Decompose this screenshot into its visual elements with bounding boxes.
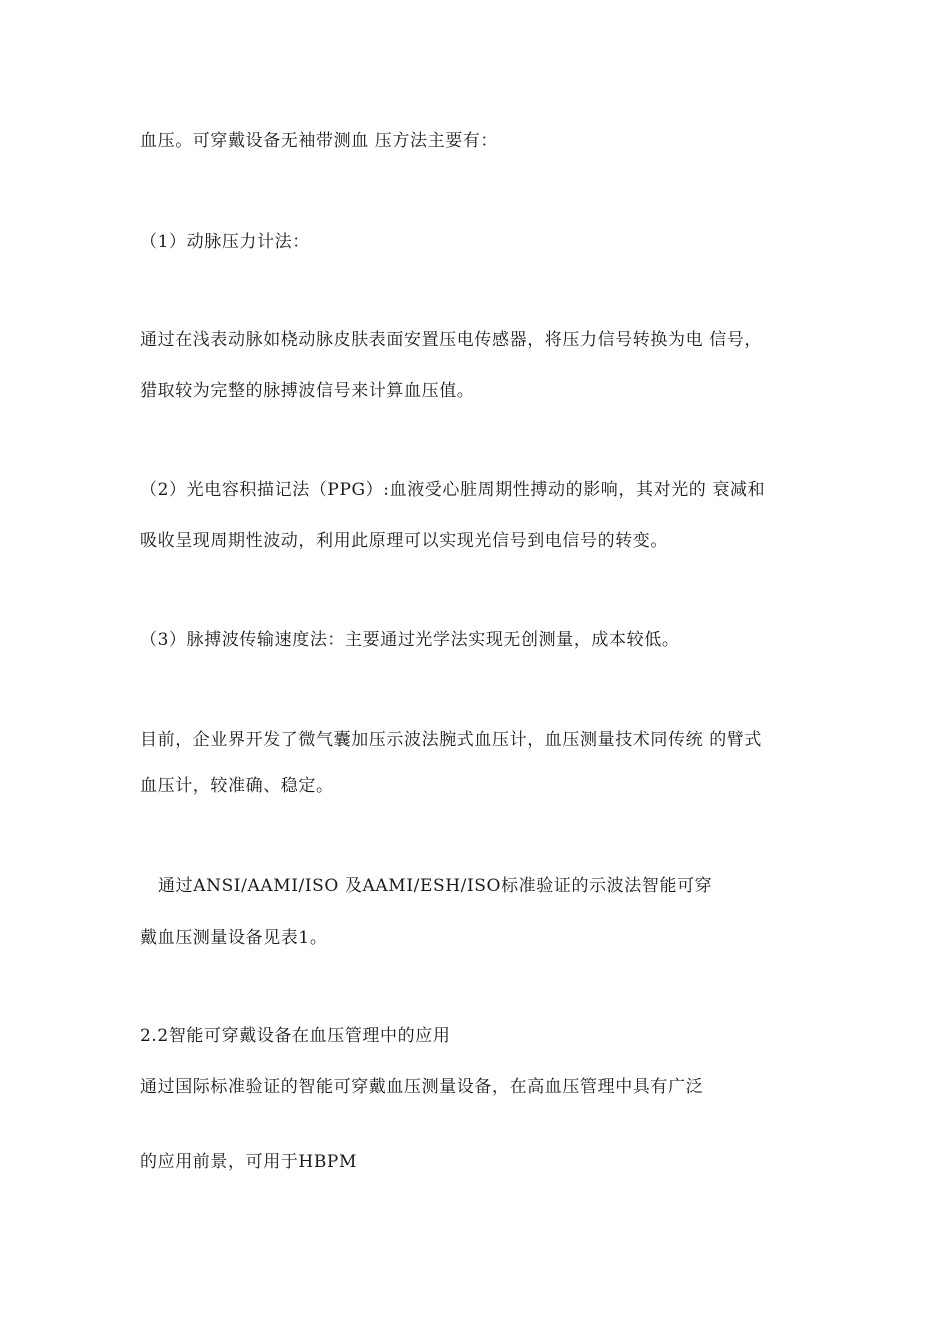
- text-line: （1）动脉压力计法：: [140, 232, 310, 252]
- text-line: 血压。可穿戴设备无袖带测血 压方法主要有：: [140, 131, 499, 151]
- text-line: （3）脉搏波传输速度法：主要通过光学法实现无创测量，成本较低。: [140, 630, 680, 650]
- text-line: 吸收呈现周期性波动，利用此原理可以实现光信号到电信号的转变。: [140, 531, 668, 551]
- text-line: 猎取较为完整的脉搏波信号来计算血压值。: [140, 381, 475, 401]
- text-line: 血压计，较准确、稳定。: [140, 776, 334, 796]
- text-line: 通过在浅表动脉如桡动脉皮肤表面安置压电传感器，将压力信号转换为电 信号，: [140, 330, 763, 350]
- text-line: 戴血压测量设备见表1。: [140, 928, 328, 948]
- text-line: 通过国际标准验证的智能可穿戴血压测量设备，在高血压管理中具有广泛: [140, 1077, 704, 1097]
- text-line: 目前，企业界开发了微气囊加压示波法腕式血压计，血压测量技术同传统 的臂式: [140, 730, 763, 750]
- text-line: 的应用前景，可用于HBPM: [140, 1152, 357, 1172]
- section-heading: 2.2智能可穿戴设备在血压管理中的应用: [140, 1026, 451, 1046]
- text-line: 通过ANSI/AAMI/ISO 及AAMI/ESH/ISO标准验证的示波法智能可穿: [140, 876, 713, 896]
- text-line: （2）光电容积描记法（PPG）:血液受心脏周期性搏动的影响，其对光的 衰减和: [140, 480, 766, 500]
